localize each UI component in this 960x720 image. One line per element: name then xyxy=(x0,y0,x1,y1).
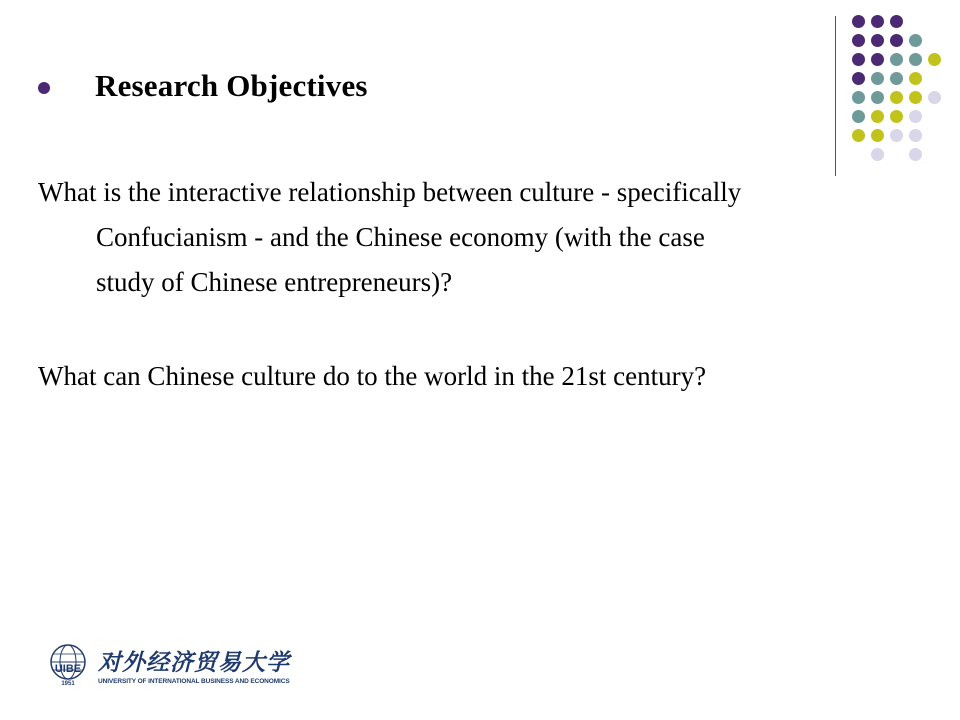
decorative-dot xyxy=(871,72,884,85)
decorative-dot xyxy=(909,53,922,66)
logo-chinese-name: 对外经济贸易大学 xyxy=(98,649,290,676)
heading-row xyxy=(38,68,368,104)
decorative-dot xyxy=(909,129,922,142)
decorative-dot xyxy=(909,148,922,161)
decorative-dot xyxy=(928,91,941,104)
decorative-dot xyxy=(852,72,865,85)
svg-text:UIBE: UIBE xyxy=(54,663,82,675)
bullet-icon xyxy=(38,82,50,94)
decorative-dot xyxy=(928,53,941,66)
logo-text xyxy=(98,640,290,685)
decorative-dot xyxy=(871,148,884,161)
decorative-dot xyxy=(890,129,903,142)
decorative-dot xyxy=(852,91,865,104)
decorative-dot xyxy=(871,15,884,28)
paragraph-line: What can Chinese culture do to the world in the 21st century? xyxy=(38,361,707,391)
vertical-divider-line xyxy=(835,16,836,176)
decorative-dot xyxy=(890,110,903,123)
decorative-dot xyxy=(871,53,884,66)
decorative-dot xyxy=(909,72,922,85)
paragraph-line: Confucianism - and the Chinese economy (with the case xyxy=(96,222,705,252)
university-logo xyxy=(44,640,290,688)
logo-english-name: UNIVERSITY OF INTERNATIONAL BUSINESS AND ECONOMICS xyxy=(98,678,290,685)
decorative-dot xyxy=(852,110,865,123)
university-seal-icon xyxy=(44,640,92,688)
decorative-dot xyxy=(909,34,922,47)
decorative-dot-grid xyxy=(852,15,952,155)
decorative-dot xyxy=(871,91,884,104)
decorative-dot xyxy=(871,129,884,142)
decorative-dot xyxy=(890,15,903,28)
decorative-dot xyxy=(909,110,922,123)
decorative-dot xyxy=(890,34,903,47)
decorative-dot xyxy=(871,34,884,47)
decorative-dot xyxy=(852,15,865,28)
decorative-dot xyxy=(852,34,865,47)
decorative-dot xyxy=(852,53,865,66)
decorative-dot xyxy=(890,91,903,104)
objective-paragraph-2 xyxy=(38,354,868,399)
decorative-dot xyxy=(871,110,884,123)
decorative-dot xyxy=(890,53,903,66)
svg-text:1951: 1951 xyxy=(61,681,75,687)
decorative-dot xyxy=(852,129,865,142)
slide-heading: Research Objectives xyxy=(95,68,368,103)
decorative-dot xyxy=(909,91,922,104)
paragraph-line: study of Chinese entrepreneurs)? xyxy=(96,267,453,297)
decorative-dot xyxy=(890,72,903,85)
objective-paragraph-1 xyxy=(38,170,868,305)
paragraph-line: What is the interactive relationship between culture - specifically xyxy=(38,177,742,207)
